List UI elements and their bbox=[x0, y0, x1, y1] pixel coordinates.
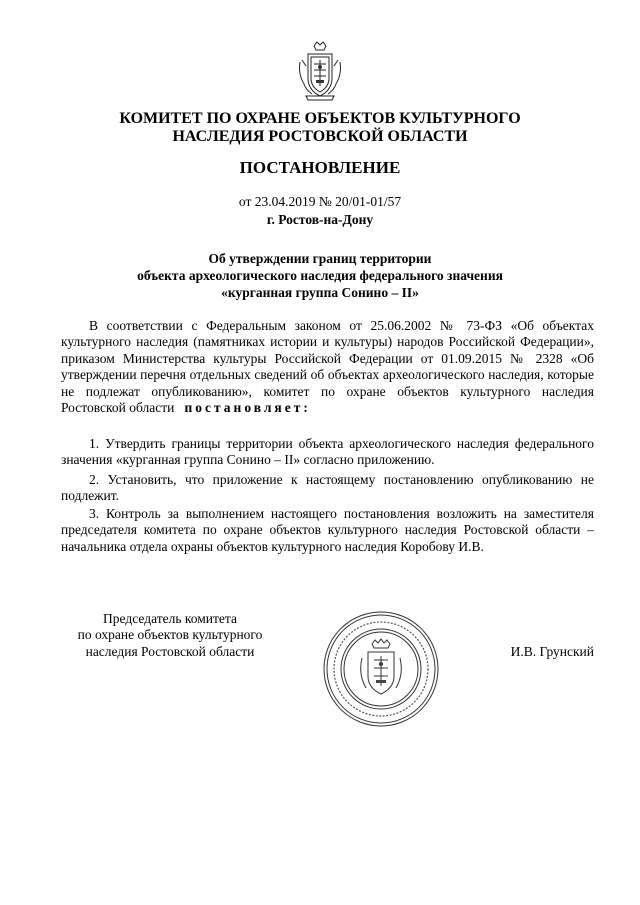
item-3-text: 3. Контроль за выполнением настоящего постановления возложить на заместителя председателя комитета по охране объектов культурного наследия Ростовской области – начальника отдела охраны объектов культурного наследия Коробову И.В. bbox=[61, 506, 594, 554]
item-2-text: 2. Установить, что приложение к настоящему постановлению опубликованию не подлежит. bbox=[61, 472, 594, 504]
item-1-text: 1. Утвердить границы территории объекта археологического наследия федерального значения «курганная группа Сонино – II» согласно приложению. bbox=[61, 436, 594, 468]
position-line2: по охране объектов культурного bbox=[77, 627, 263, 643]
preamble bbox=[61, 318, 594, 416]
subject-line2: объекта археологического наследия федерального значения bbox=[137, 268, 503, 283]
coat-of-arms-icon bbox=[296, 40, 344, 102]
city: г. Ростов-на-Дону bbox=[266, 212, 374, 227]
document-subject bbox=[60, 250, 580, 301]
subject-line1: Об утверждении границ территории bbox=[208, 251, 432, 266]
item-2 bbox=[61, 472, 594, 505]
signatory-position bbox=[60, 611, 280, 660]
document-type: ПОСТАНОВЛЕНИЕ bbox=[239, 158, 401, 177]
official-seal-icon bbox=[322, 610, 440, 728]
resolves-word: постановляет: bbox=[184, 400, 311, 416]
signatory-name: И.В. Грунский bbox=[510, 644, 594, 659]
position-line3: наследия Ростовской области bbox=[85, 643, 255, 659]
subject-line3: «курганная группа Сонино – II» bbox=[221, 285, 419, 300]
org-title-line2: НАСЛЕДИЯ РОСТОВСКОЙ ОБЛАСТИ bbox=[172, 128, 468, 145]
date-number: от 23.04.2019 № 20/01-01/57 bbox=[238, 194, 402, 209]
item-3 bbox=[61, 506, 594, 555]
item-1 bbox=[61, 436, 594, 469]
position-line1: Председатель комитета bbox=[103, 611, 237, 626]
org-title-line1: КОМИТЕТ ПО ОХРАНЕ ОБЪЕКТОВ КУЛЬТУРНОГО bbox=[119, 110, 521, 127]
preamble-text: В соответствии с Федеральным законом от 25.06.2002 № 73-ФЗ «Об объектах культурного наследия (памятниках истории и культуры) народов Российской Федерации», приказом Министерства культуры Российской Федерации от 01.09.2015 № 2328 «Об утверждении перечня отдельных сведений об объектах археологического наследия, которые не подлежат опубликованию», комитет по охране объектов культурного наследия Ростовской области bbox=[61, 318, 594, 416]
